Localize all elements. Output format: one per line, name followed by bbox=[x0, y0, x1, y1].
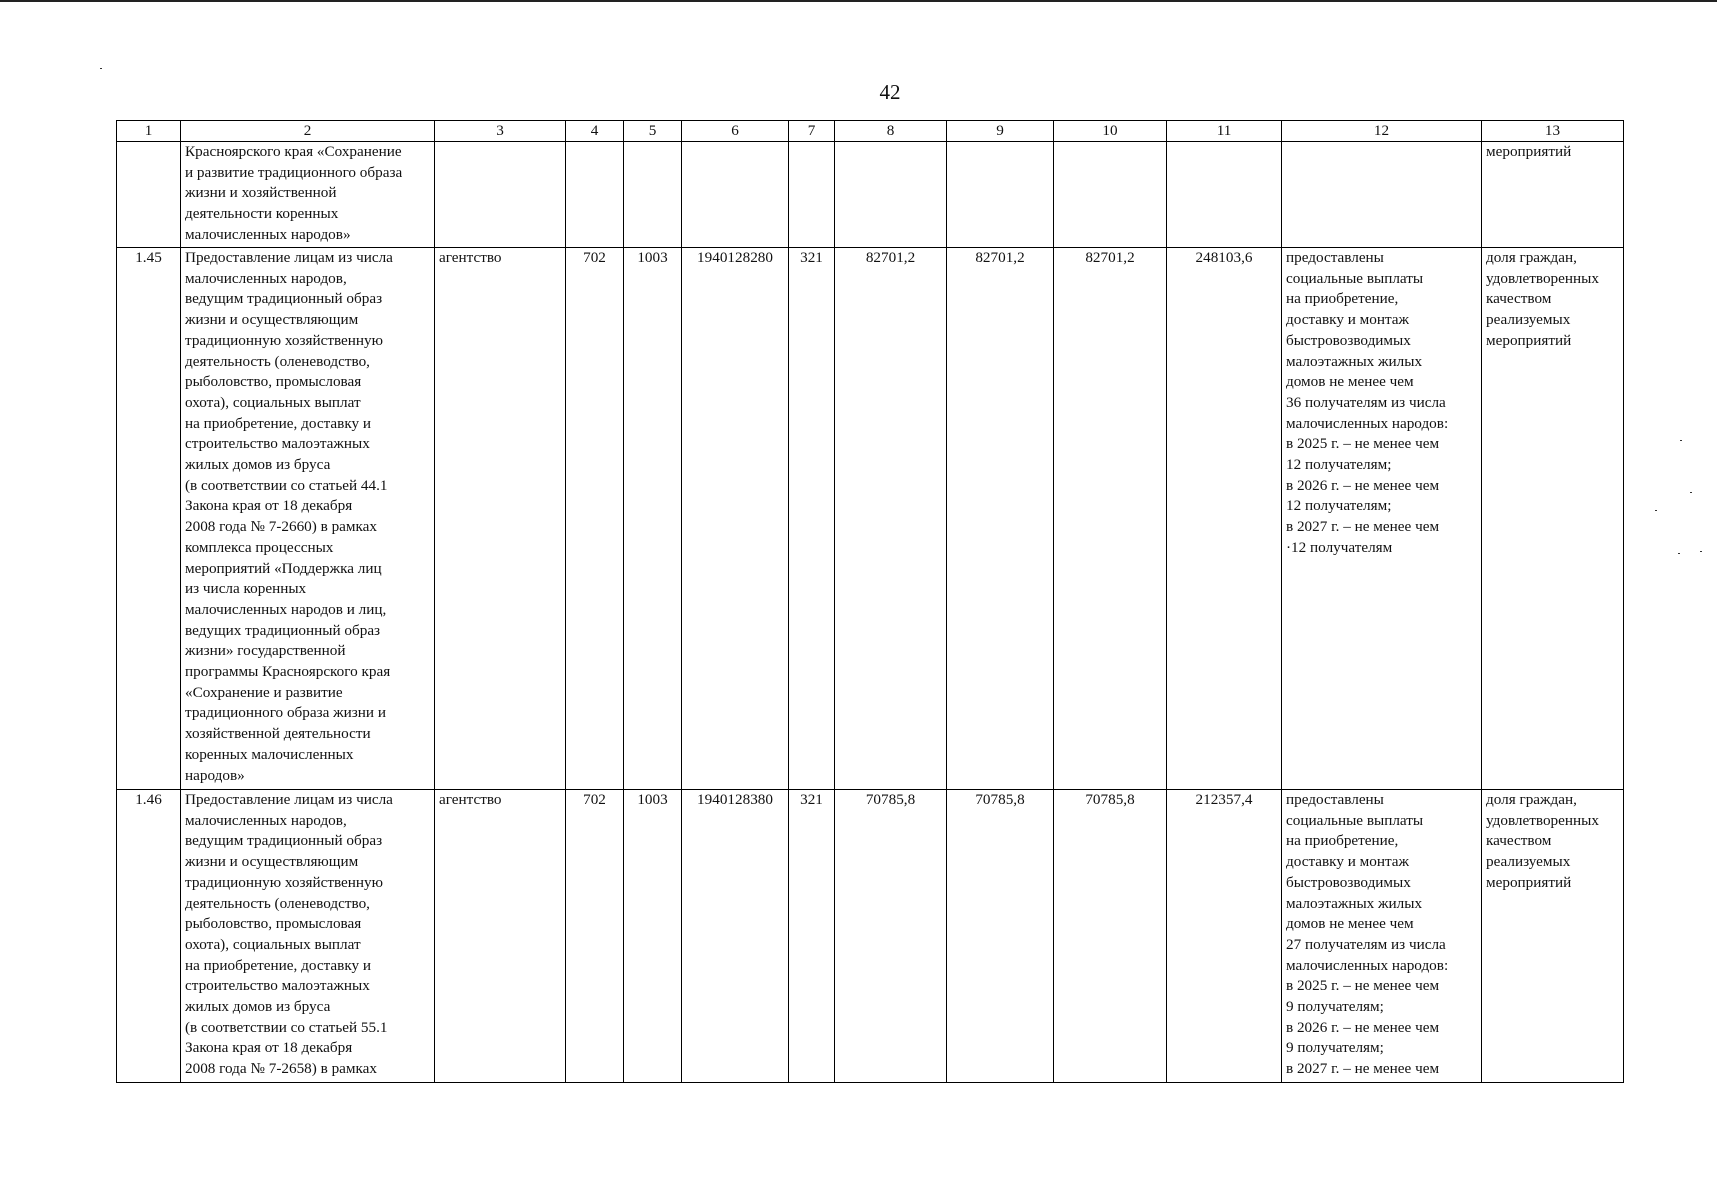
rzpr-code bbox=[624, 142, 682, 248]
page-number: 42 bbox=[879, 80, 901, 104]
amount-total: 248103,6 bbox=[1167, 248, 1282, 790]
grbs-code: 702 bbox=[566, 790, 624, 1083]
amount-2026: 70785,8 bbox=[947, 790, 1054, 1083]
table-row-continuation bbox=[117, 142, 1624, 248]
table-row-1-45 bbox=[117, 248, 1624, 790]
amount-total bbox=[1167, 142, 1282, 248]
measure-name: Красноярского края «Сохранение и развитие традиционного образа жизни и хозяйственной деятельности коренных малочисленных народов» bbox=[181, 142, 435, 248]
column-header: 10 bbox=[1054, 121, 1167, 142]
measure-name: Предоставление лицам из числа малочисленных народов, ведущим традиционный образ жизни и осуществляющим традиционную хозяйственную деятельность (оленеводство, рыболовство, промысловая охота), социальных выплат на приобретение, доставку и строительство малоэтажных жилых домов из бруса (в соответствии со статьей 55.1 Закона края от 18 декабря 2008 года № 7-2658) в рамках bbox=[181, 790, 435, 1083]
expected-result: предоставлены социальные выплаты на приобретение, доставку и монтаж быстровозводимых малоэтажных жилых домов не менее чем 27 получателям из числа малочисленных народов: в 2025 г. – не менее чем 9 получателям; в 2026 г. – не менее чем 9 получателям; в 2027 г. – не менее чем bbox=[1282, 790, 1482, 1083]
scan-speck bbox=[1655, 510, 1657, 511]
executor: агентство bbox=[435, 248, 566, 790]
amount-2027 bbox=[1054, 142, 1167, 248]
vr-code bbox=[789, 142, 835, 248]
csr-code: 1940128380 bbox=[682, 790, 789, 1083]
amount-2027: 70785,8 bbox=[1054, 790, 1167, 1083]
scan-speck bbox=[1678, 553, 1680, 554]
indicator: мероприятий bbox=[1482, 142, 1624, 248]
amount-2026: 82701,2 bbox=[947, 248, 1054, 790]
row-number: 1.46 bbox=[117, 790, 181, 1083]
csr-code: 1940128280 bbox=[682, 248, 789, 790]
amount-2025: 70785,8 bbox=[835, 790, 947, 1083]
column-header: 13 bbox=[1482, 121, 1624, 142]
amount-2026 bbox=[947, 142, 1054, 248]
program-measures-table bbox=[116, 120, 1624, 1083]
vr-code: 321 bbox=[789, 790, 835, 1083]
table-header-row bbox=[117, 121, 1624, 142]
row-number: 1.45 bbox=[117, 248, 181, 790]
amount-total: 212357,4 bbox=[1167, 790, 1282, 1083]
amount-2025: 82701,2 bbox=[835, 248, 947, 790]
column-header: 2 bbox=[181, 121, 435, 142]
executor: агентство bbox=[435, 790, 566, 1083]
rzpr-code: 1003 bbox=[624, 248, 682, 790]
amount-2025 bbox=[835, 142, 947, 248]
row-number bbox=[117, 142, 181, 248]
executor bbox=[435, 142, 566, 248]
scan-top-edge bbox=[0, 0, 1717, 2]
scan-speck bbox=[1690, 492, 1692, 493]
column-header: 1 bbox=[117, 121, 181, 142]
rzpr-code: 1003 bbox=[624, 790, 682, 1083]
table-row-1-46 bbox=[117, 790, 1624, 1083]
column-header: 12 bbox=[1282, 121, 1482, 142]
expected-result bbox=[1282, 142, 1482, 248]
column-header: 6 bbox=[682, 121, 789, 142]
amount-2027: 82701,2 bbox=[1054, 248, 1167, 790]
column-header: 3 bbox=[435, 121, 566, 142]
scan-speck bbox=[100, 68, 102, 69]
indicator: доля граждан, удовлетворенных качеством реализуемых мероприятий bbox=[1482, 248, 1624, 790]
column-header: 5 bbox=[624, 121, 682, 142]
scan-speck bbox=[1700, 551, 1702, 552]
expected-result: предоставлены социальные выплаты на приобретение, доставку и монтаж быстровозводимых малоэтажных жилых домов не менее чем 36 получателям из числа малочисленных народов: в 2025 г. – не менее чем 12 получателям; в 2026 г. – не менее чем 12 получателям; в 2027 г. – не менее чем ·12 получателям bbox=[1282, 248, 1482, 790]
csr-code bbox=[682, 142, 789, 248]
grbs-code: 702 bbox=[566, 248, 624, 790]
column-header: 11 bbox=[1167, 121, 1282, 142]
grbs-code bbox=[566, 142, 624, 248]
column-header: 8 bbox=[835, 121, 947, 142]
vr-code: 321 bbox=[789, 248, 835, 790]
scan-speck bbox=[1680, 440, 1682, 441]
column-header: 4 bbox=[566, 121, 624, 142]
column-header: 7 bbox=[789, 121, 835, 142]
measure-name: Предоставление лицам из числа малочисленных народов, ведущим традиционный образ жизни и осуществляющим традиционную хозяйственную деятельность (оленеводство, рыболовство, промысловая охота), социальных выплат на приобретение, доставку и строительство малоэтажных жилых домов из бруса (в соответствии со статьей 44.1 Закона края от 18 декабря 2008 года № 7-2660) в рамках комплекса процессных мероприятий «Поддержка лиц из числа коренных малочисленных народов и лиц, ведущих традиционный образ жизни» государственной программы Красноярского края «Сохранение и развитие традиционного образа жизни и хозяйственной деятельности коренных малочисленных народов» bbox=[181, 248, 435, 790]
indicator: доля граждан, удовлетворенных качеством реализуемых мероприятий bbox=[1482, 790, 1624, 1083]
column-header: 9 bbox=[947, 121, 1054, 142]
